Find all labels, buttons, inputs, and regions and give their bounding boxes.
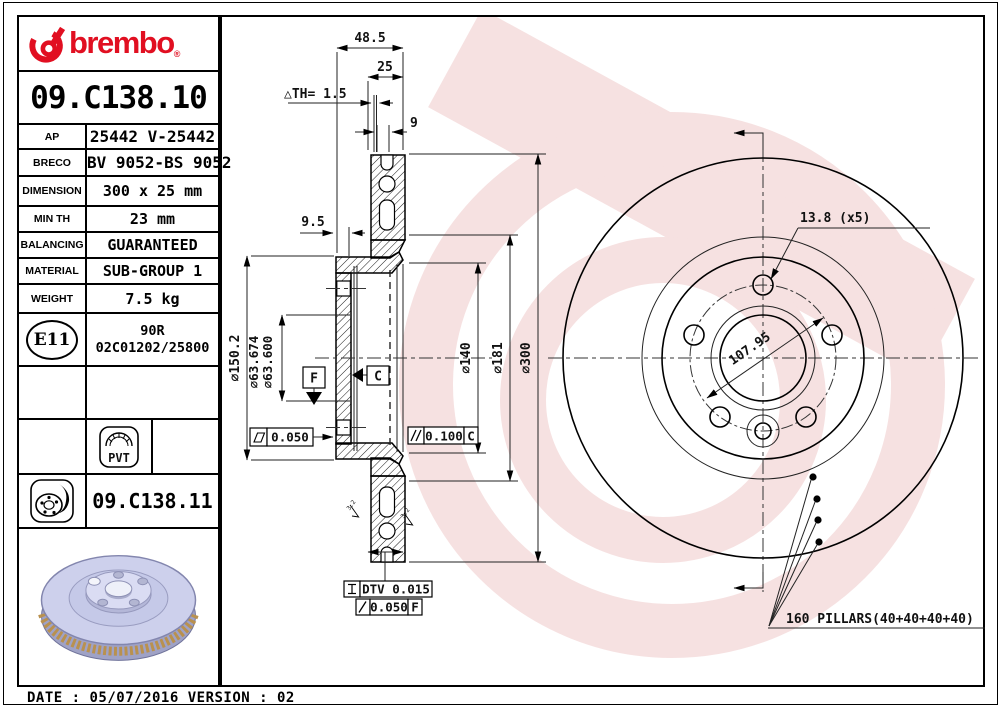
variant-row bbox=[19, 475, 218, 529]
row-label: WEIGHT bbox=[19, 285, 87, 312]
dim-dia-bore-min: ⌀63.600 bbox=[260, 335, 275, 389]
registered-mark: ® bbox=[173, 49, 181, 60]
homologation-value bbox=[87, 314, 218, 365]
datum-f bbox=[303, 367, 325, 405]
table-row-ap bbox=[19, 125, 218, 150]
brand-wordmark: brembo bbox=[69, 25, 174, 61]
row-value: GUARANTEED bbox=[107, 236, 198, 254]
svg-text:DTV 0.015: DTV 0.015 bbox=[362, 581, 430, 597]
table-row-material bbox=[19, 259, 218, 285]
table-row-balancing bbox=[19, 233, 218, 259]
svg-text:0.100: 0.100 bbox=[425, 428, 463, 444]
svg-text:0.050: 0.050 bbox=[370, 599, 408, 615]
row-label: BRECO bbox=[19, 150, 87, 175]
svg-text:PVT: PVT bbox=[108, 450, 130, 465]
e-mark-cell bbox=[19, 314, 87, 365]
row-label: DIMENSION bbox=[19, 177, 87, 205]
pvt-coating-icon bbox=[98, 424, 140, 470]
row-label: BALANCING bbox=[19, 233, 87, 257]
row-value: SUB-GROUP 1 bbox=[102, 262, 203, 280]
spec-table bbox=[17, 15, 232, 687]
dim-vent-width: 9 bbox=[410, 116, 418, 131]
row-value: 300 x 25 mm bbox=[102, 182, 203, 200]
row-label: AP bbox=[19, 125, 87, 148]
dim-thickness: 25 bbox=[377, 60, 393, 75]
variant-part-number: 09.C138.11 bbox=[92, 489, 213, 513]
runout-tolerance bbox=[356, 599, 422, 615]
empty-label-cell bbox=[19, 367, 87, 418]
svg-text:107.95: 107.95 bbox=[726, 329, 774, 369]
flatness-tolerance bbox=[250, 428, 333, 446]
row-value: 23 mm bbox=[129, 210, 176, 228]
row-label: MATERIAL bbox=[19, 259, 87, 283]
dim-dia-bore-max: ⌀63.674 bbox=[246, 335, 261, 389]
table-row-weight bbox=[19, 285, 218, 314]
homologation-line1: 90R bbox=[140, 322, 165, 339]
dim-dia-300: ⌀300 bbox=[519, 342, 534, 374]
e11-mark: E11 bbox=[26, 320, 78, 360]
disc-photo-row bbox=[19, 529, 218, 689]
dim-th-delta: △TH= 1.5 bbox=[284, 87, 347, 102]
table-row-dimension bbox=[19, 177, 218, 207]
date-version: DATE : 05/07/2016 VERSION : 02 bbox=[27, 690, 295, 706]
svg-text:3.2: 3.2 bbox=[345, 498, 358, 512]
empty-row bbox=[19, 367, 218, 420]
svg-text:C: C bbox=[467, 428, 475, 444]
empty-value-cell bbox=[87, 367, 218, 418]
table-row-minth bbox=[19, 207, 218, 233]
dim-dia-140: ⌀140 bbox=[459, 342, 474, 374]
row-value: 25442 V-25442 bbox=[89, 127, 216, 146]
technical-drawing bbox=[220, 15, 985, 687]
table-row-breco bbox=[19, 150, 232, 177]
svg-text:0.050: 0.050 bbox=[271, 429, 309, 445]
brembo-logo-icon bbox=[25, 22, 69, 66]
dim-dia-hat: ⌀150.2 bbox=[228, 334, 243, 382]
brand-row bbox=[19, 17, 218, 72]
roughness-mark bbox=[344, 499, 365, 520]
part-number: 09.C138.10 bbox=[19, 72, 218, 125]
pvt-row bbox=[19, 420, 218, 475]
dim-hat-wall: 9.5 bbox=[301, 215, 325, 230]
svg-text:C: C bbox=[374, 369, 382, 385]
homologation-row bbox=[19, 314, 218, 367]
variant-icon-cell bbox=[19, 475, 87, 527]
section-arrow-bottom bbox=[734, 572, 763, 588]
svg-text:F: F bbox=[310, 371, 318, 387]
dim-width-total: 48.5 bbox=[354, 31, 386, 46]
row-value: BV 9052-BS 9052 bbox=[87, 153, 232, 172]
disc-photo bbox=[19, 531, 218, 687]
homologation-line2: 02C01202/25800 bbox=[95, 339, 210, 356]
pvt-right-cell bbox=[153, 420, 218, 473]
dim-dia-181: ⌀181 bbox=[491, 342, 506, 374]
disc-bell-icon bbox=[29, 478, 75, 524]
parallelism-tolerance bbox=[408, 427, 478, 444]
pvt-icon-cell bbox=[87, 420, 153, 473]
svg-text:3.2: 3.2 bbox=[399, 506, 412, 520]
svg-text:13.8 (x5): 13.8 (x5) bbox=[800, 211, 871, 226]
svg-text:160 PILLARS(40+40+40+40): 160 PILLARS(40+40+40+40) bbox=[786, 612, 974, 627]
row-value: 7.5 kg bbox=[125, 289, 180, 308]
row-label: MIN TH bbox=[19, 207, 87, 231]
svg-text:F: F bbox=[411, 599, 419, 615]
pvt-left-cell bbox=[19, 420, 87, 473]
datum-c bbox=[352, 366, 389, 385]
